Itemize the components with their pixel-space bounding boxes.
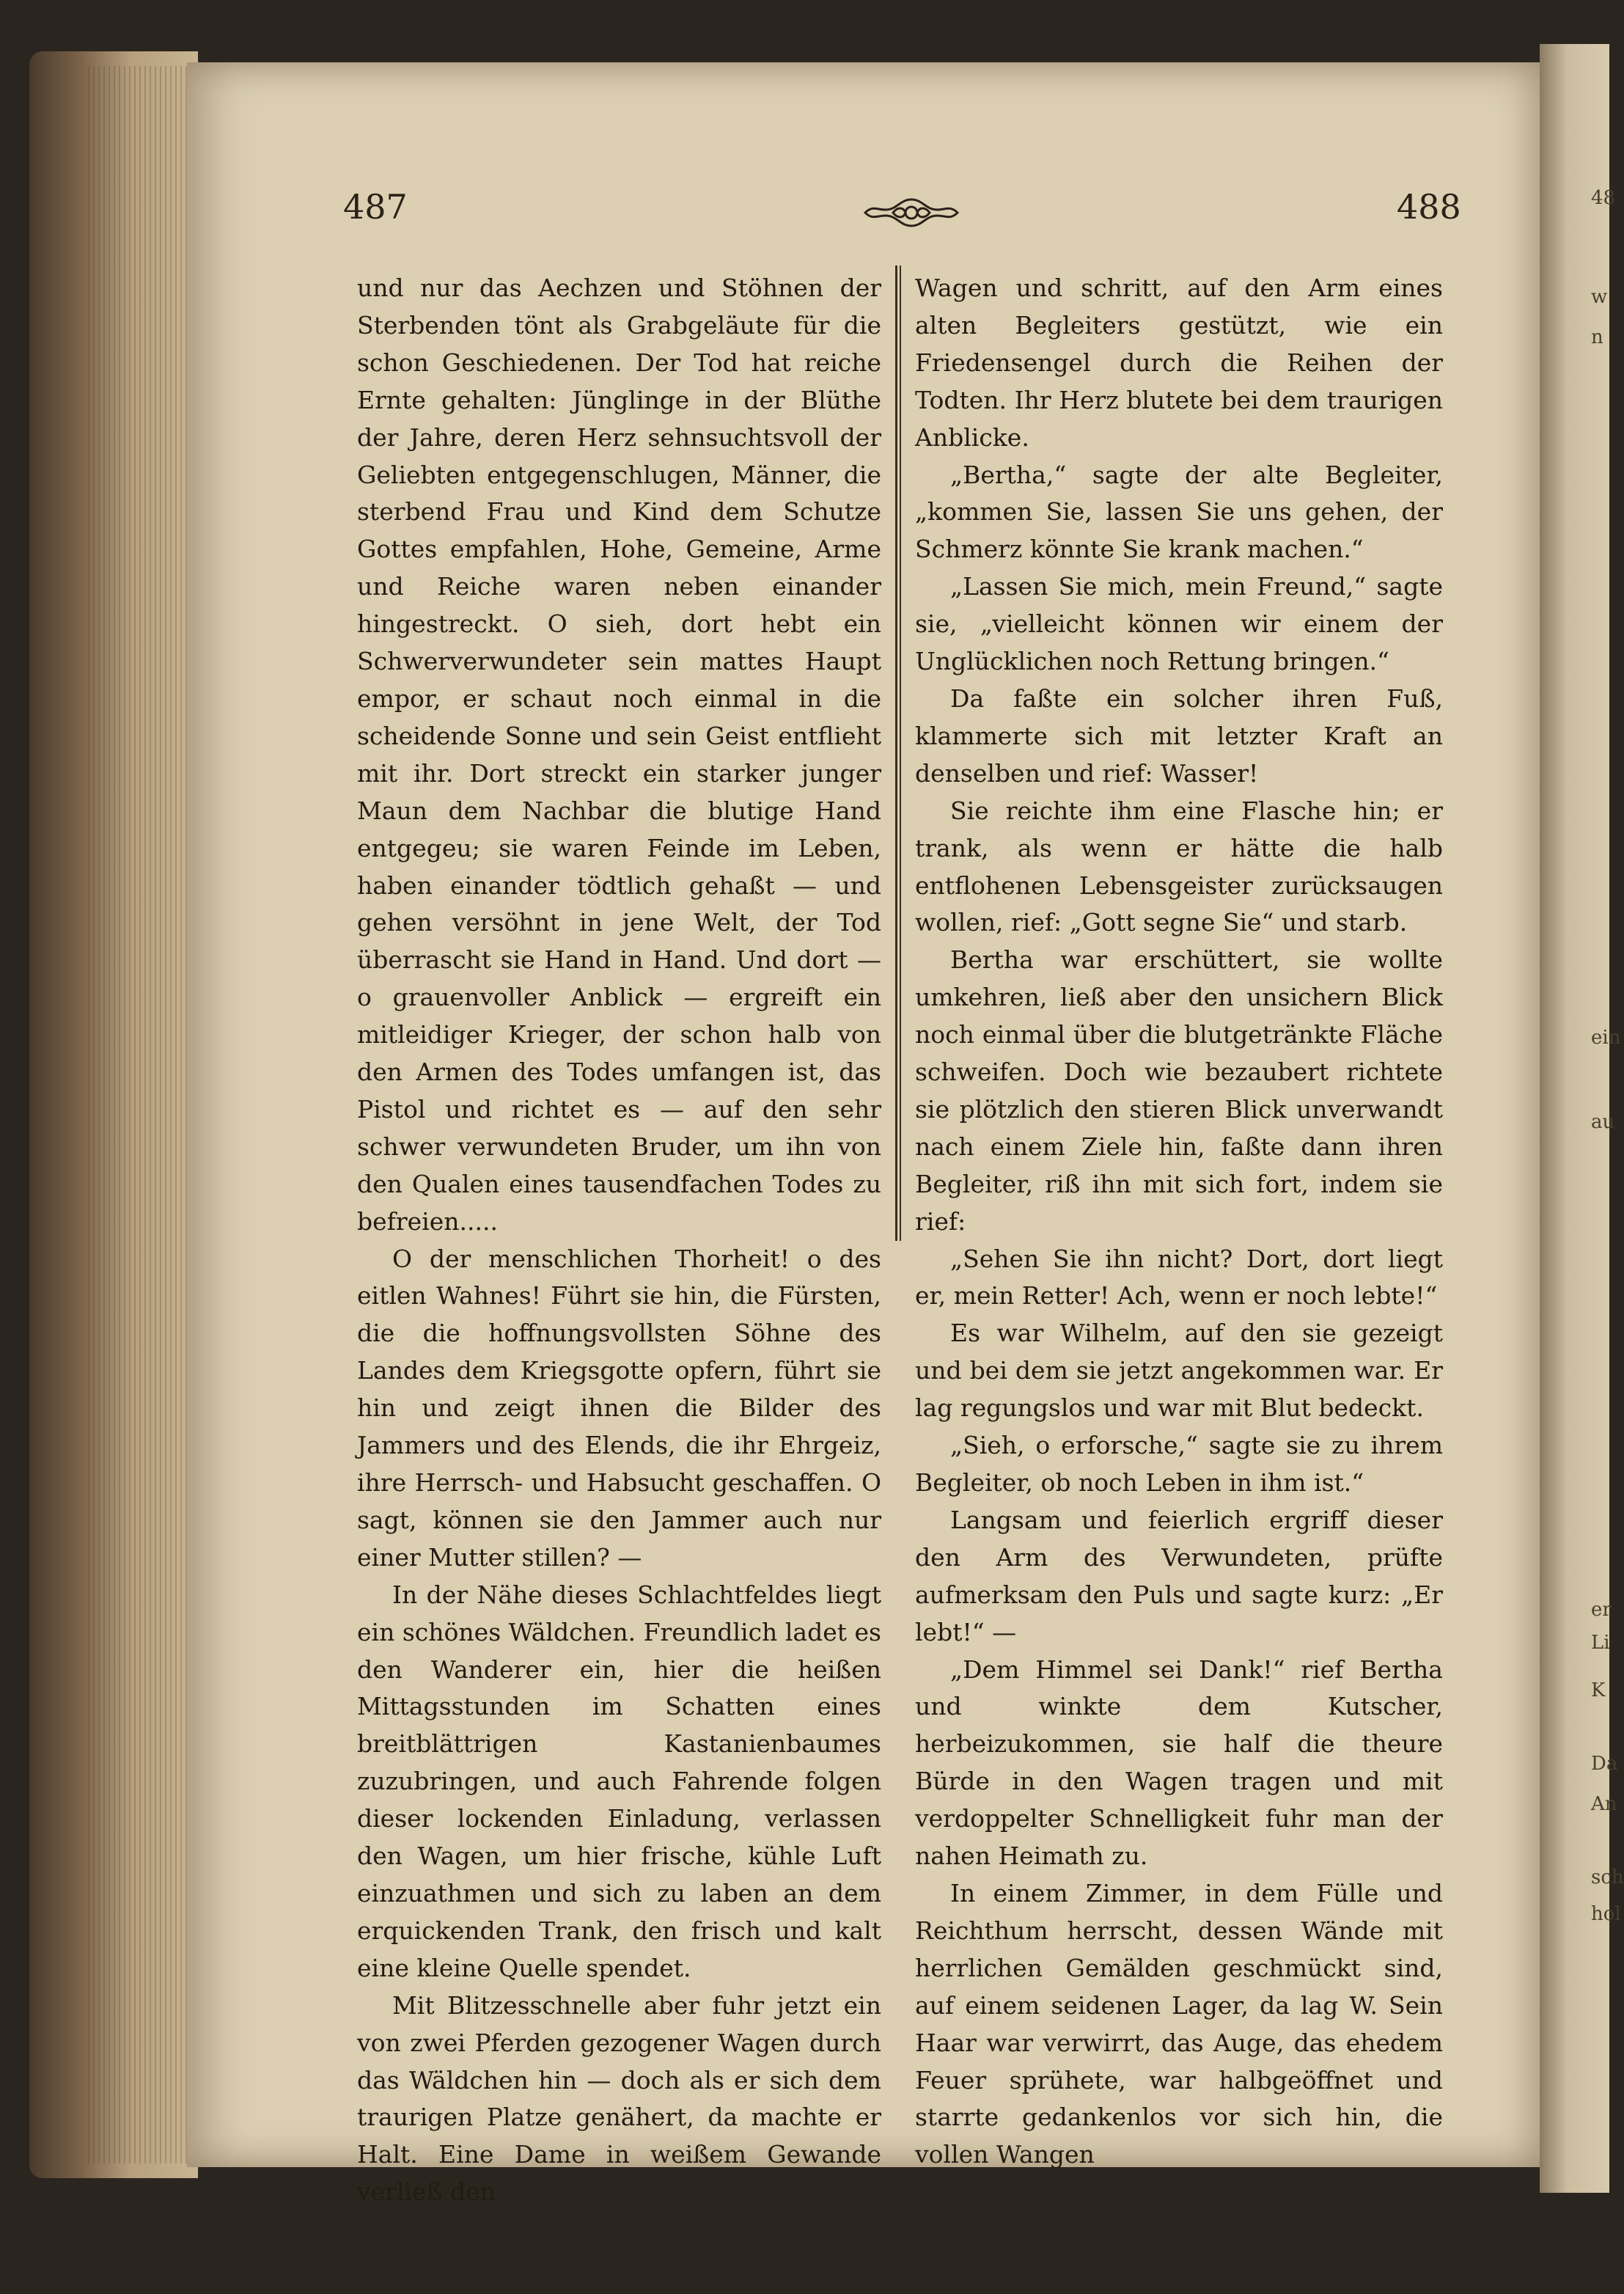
next-page-fragment: An [1591, 1793, 1617, 1815]
next-page-fragment: ein [1591, 1027, 1621, 1049]
next-page-fragment: 48 [1591, 187, 1616, 209]
paragraph: In der Nähe dieses Schlachtfeldes liegt ein schönes Wäldchen. Freundlich ladet es den Wanderer ein, hier die heißen Mittagsstunden im Schatten eines breitblättrigen Kastanienbaumes zuzubringen, und auch Fahrende folgen dieser lockenden Einladung, verlassen den Wagen, um hier frische, kühle Luft einzuathmen und sich zu laben an dem erquickenden Trank, den frisch und kalt eine kleine Quelle spendet. [357, 1580, 881, 1982]
paragraph: „Lassen Sie mich, mein Freund,“ sagte sie, „vielleicht können wir einem der Unglücklichen noch Rettung bringen.“ [915, 572, 1443, 676]
column-divider [895, 265, 901, 1241]
paragraph: „Sieh, o erforsche,“ sagte sie zu ihrem Begleiter, ob noch Leben in ihm ist.“ [915, 1431, 1443, 1497]
paragraph: und nur das Aechzen und Stöhnen der Sterbenden tönt als Grabgeläute für die schon Geschiedenen. Der Tod hat reiche Ernte gehalten: Jünglinge in der Blüthe der Jahre, deren Herz sehnsuchtsvoll der Geliebten entgegenschlugen, Männer, die sterbend Frau und Kind dem Schutze Gottes empfahlen, Hohe, Gemeine, Arme und Reiche waren neben einander hingestreckt. O sieh, dort hebt ein Schwerverwundeter sein mattes Haupt empor, er schaut noch einmal in die scheidende Sonne und sein Geist entflieht mit ihr. Dort streckt ein starker junger Maun dem Nachbar die blutige Hand entgegeu; sie waren Feinde im Leben, haben einander tödtlich gehaßt — und gehen versöhnt in jene Welt, der Tod überrascht sie Hand in Hand. Und dort — o grauenvoller Anblick — ergreift ein mitleidiger Krieger, der schon halb von den Armen des Todes umfangen ist, das Pistol und richtet es — auf den sehr schwer verwundeten Bruder, um ihn von den Qualen eines tausendfachen Todes zu befreien..... [357, 274, 881, 1236]
next-page-fragment: K [1591, 1679, 1606, 1701]
paragraph: „Sehen Sie ihn nicht? Dort, dort liegt er, mein Retter! Ach, wenn er noch lebte!“ [915, 1244, 1443, 1311]
page-stack [88, 66, 198, 2163]
next-page-fragment: sch [1591, 1866, 1624, 1888]
right-text-column [915, 270, 1443, 2174]
paragraph: Da faßte ein solcher ihren Fuß, klammerte sich mit letzter Kraft an denselben und rief: Wasser! [915, 684, 1443, 788]
paragraph: Bertha war erschüttert, sie wollte umkehren, ließ aber den unsichern Blick noch einmal über die blutgetränkte Fläche schweifen. Doch wie bezaubert richtete sie plötzlich den stieren Blick unverwandt nach einem Ziele hin, faßte dann ihren Begleiter, riß ihn mit sich fort, indem sie rief: [915, 945, 1443, 1236]
paragraph: Mit Blitzesschnelle aber fuhr jetzt ein von zwei Pferden gezogener Wagen durch das Wäldchen hin — doch als er sich dem traurigen Platze genähert, da machte er Halt. Eine Dame in weißem Gewande verließ den [357, 1990, 881, 2207]
next-page-fragment: au [1591, 1111, 1615, 1133]
next-page-fragment: Da [1591, 1753, 1618, 1775]
paragraph: „Bertha,“ sagte der alte Begleiter, „kommen Sie, lassen Sie uns gehen, der Schmerz könnte Sie krank machen.“ [915, 460, 1443, 564]
page-number-left: 487 [343, 187, 408, 227]
next-page-fragment: er [1591, 1599, 1612, 1621]
paragraph: „Dem Himmel sei Dank!“ rief Bertha und winkte dem Kutscher, herbeizukommen, sie half die theure Bürde in den Wagen tragen und mit verdoppelter Schnelligkeit fuhr man der nahen Heimath zu. [915, 1654, 1443, 1871]
paragraph: Wagen und schritt, auf den Arm eines alten Begleiters gestützt, wie ein Friedensengel durch die Reihen der Todten. Ihr Herz blutete bei dem traurigen Anblicke. [915, 274, 1443, 452]
next-page-fragment: w [1591, 286, 1608, 308]
paragraph: Es war Wilhelm, auf den sie gezeigt und bei dem sie jetzt angekommen war. Er lag regungslos und war mit Blut bedeckt. [915, 1319, 1443, 1423]
next-page-fragment: Li [1591, 1632, 1610, 1654]
paragraph: O der menschlichen Thorheit! o des eitlen Wahnes! Führt sie hin, die Fürsten, die die hoffnungsvollsten Söhne des Landes dem Kriegsgotte opfern, führt sie hin und zeigt ihnen die Bilder des Jammers und des Elends, die ihr Ehrgeiz, ihre Herrsch- und Habsucht geschaffen. O sagt, können sie den Jammer auch nur einer Mutter stillen? — [357, 1244, 881, 1572]
paragraph: Sie reichte ihm eine Flasche hin; er trank, als wenn er hätte die halb entflohenen Lebensgeister zurücksaugen wollen, rief: „Gott segne Sie“ und starb. [915, 796, 1443, 937]
paragraph: In einem Zimmer, in dem Fülle und Reichthum herrscht, dessen Wände mit herrlichen Gemälden geschmückt sind, auf einem seidenen Lager, da lag W. Sein Haar war verwirrt, das Auge, das ehedem Feuer sprühete, war halbgeöffnet und starrte gedankenlos vor sich hin, die vollen Wangen [915, 1878, 1443, 2169]
next-page-fragment: hol [1591, 1903, 1621, 1925]
left-text-column [357, 270, 881, 2211]
floral-ornament-icon [856, 195, 966, 230]
next-page-fragment: n [1591, 326, 1603, 348]
paragraph: Langsam und feierlich ergriff dieser den Arm des Verwundeten, prüfte aufmerksam den Puls und sagte kurz: „Er lebt!“ — [915, 1505, 1443, 1646]
page-number-right: 488 [1397, 187, 1461, 227]
